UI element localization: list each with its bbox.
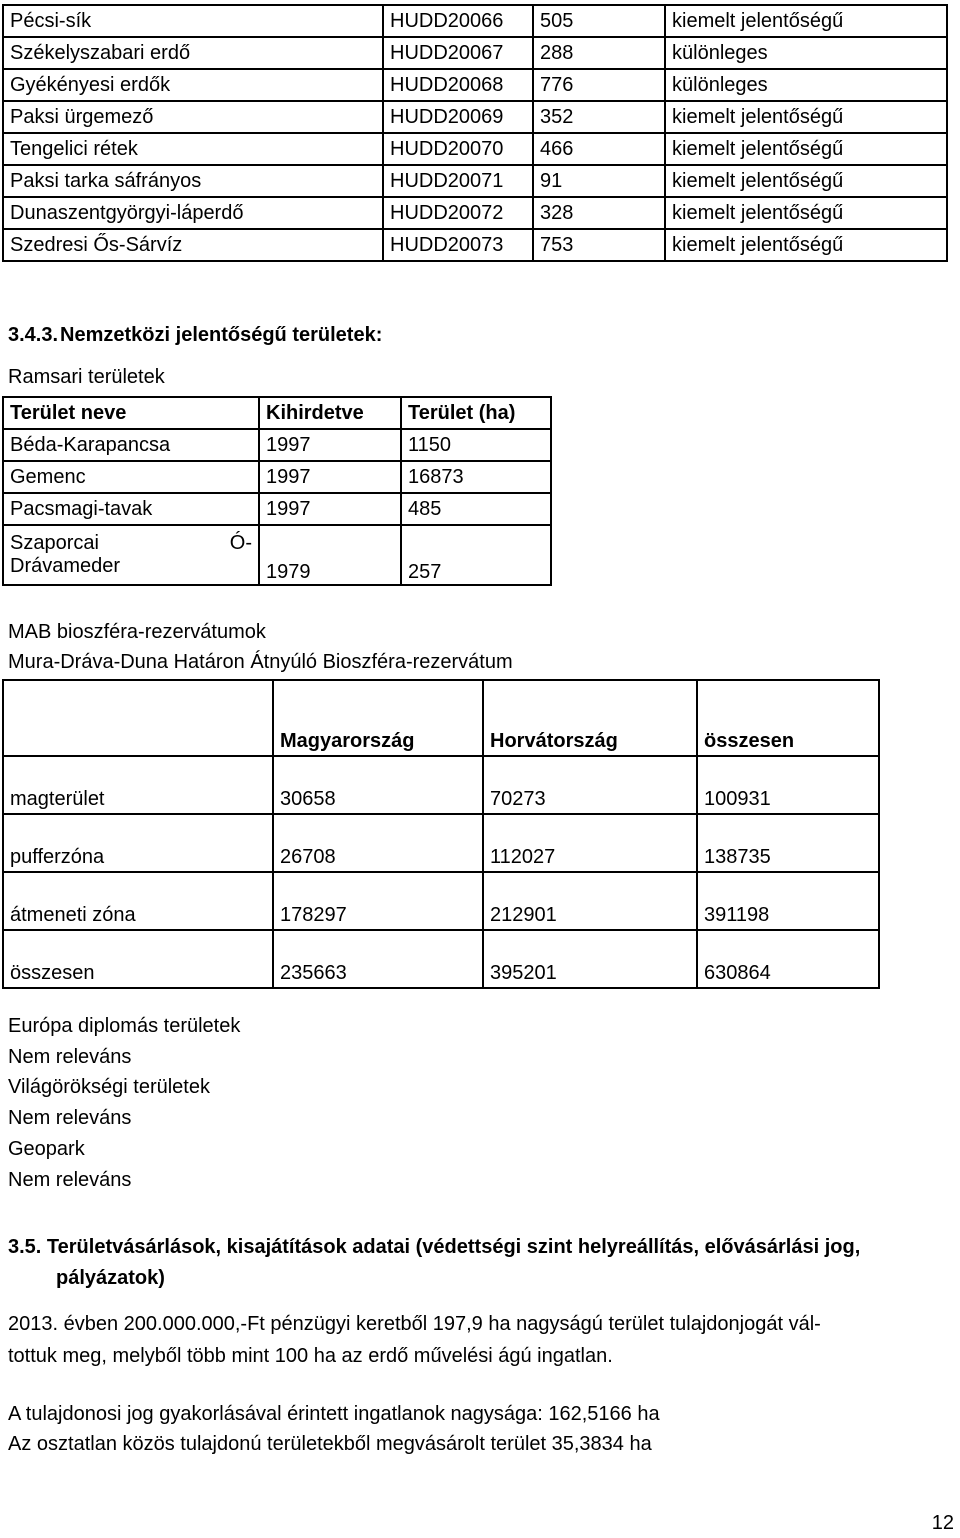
zone-name-cell: magterület [3,756,273,814]
table-row [3,165,947,197]
ramsar-area-cell: 485 [401,493,551,525]
table-row [3,101,947,133]
status-cell: kiemelt jelentőségű [665,197,947,229]
section-title-line1: Területvásárlások, kisajátítások adatai (védettségi szint helyreállítás, elővásárlási jog, [46,1236,861,1258]
ramsar-name-part: Szaporcai [10,532,99,554]
hungary-value-cell: 235663 [273,930,483,988]
ramsar-year-cell: 1997 [259,493,401,525]
site-code-cell: HUDD20070 [383,133,533,165]
ramsar-name-cell [3,525,259,585]
area-ha-cell: 466 [533,133,665,165]
zone-name-cell: átmeneti zóna [3,872,273,930]
ramsar-area-cell: 16873 [401,461,551,493]
site-code-cell: HUDD20072 [383,197,533,229]
ramsar-year-cell: 1997 [259,429,401,461]
status-cell: kiemelt jelentőségű [665,229,947,261]
site-code-cell: HUDD20066 [383,5,533,37]
protected-areas-table [2,4,948,262]
table-header-row [3,397,551,429]
other-line: Világörökségi területek [8,1076,210,1098]
table-row [3,930,879,988]
status-cell: kiemelt jelentőségű [665,5,947,37]
area-ha-cell: 288 [533,37,665,69]
status-cell: különleges [665,69,947,101]
other-line: Nem releváns [8,1169,132,1191]
croatia-value-cell: 70273 [483,756,697,814]
mab-header-cell: Horvátország [483,680,697,756]
site-code-cell: HUDD20073 [383,229,533,261]
other-line: Európa diplomás területek [8,1015,241,1037]
table-header-row [3,680,879,756]
site-code-cell: HUDD20068 [383,69,533,101]
mab-header-cell: Magyarország [273,680,483,756]
croatia-value-cell: 212901 [483,872,697,930]
zone-name-cell: pufferzóna [3,814,273,872]
purchased-area-line: Az osztatlan közös tulajdonú területekből megvásárolt terület 35,3834 ha [8,1433,652,1455]
section-heading-343 [8,324,382,347]
protected-areas-table-body [3,5,947,261]
area-ha-cell: 328 [533,197,665,229]
area-ha-cell: 352 [533,101,665,133]
section-number: 3.5. [8,1236,42,1258]
table-row [3,461,551,493]
page-number: 12 [931,1512,954,1534]
ramsar-area-cell: 257 [401,525,551,585]
site-code-cell: HUDD20067 [383,37,533,69]
other-line: Nem releváns [8,1046,132,1068]
ramsar-area-cell: 1150 [401,429,551,461]
area-ha-cell: 91 [533,165,665,197]
table-row [3,37,947,69]
mab-label: MAB bioszféra-rezervátumok [8,621,266,643]
ramsar-table-body [3,397,551,585]
zone-name-cell: összesen [3,930,273,988]
hungary-value-cell: 30658 [273,756,483,814]
status-cell: kiemelt jelentőségű [665,101,947,133]
ramsar-header-cell: Kihirdetve [259,397,401,429]
mab-subtitle: Mura-Dráva-Duna Határon Átnyúló Bioszféra-rezervátum [8,651,513,673]
ramsar-header-cell: Terület neve [3,397,259,429]
mab-header-cell: összesen [697,680,879,756]
ramsar-name-part: Drávameder [10,555,121,577]
ramsar-name-part: Ó- [229,532,252,554]
area-ha-cell: 776 [533,69,665,101]
area-ha-cell: 505 [533,5,665,37]
area-name-cell: Pécsi-sík [3,5,383,37]
table-row [3,756,879,814]
paragraph-line: tottuk meg, melyből több mint 100 ha az erdő művelési ágú ingatlan. [8,1345,613,1367]
mab-header-cell [3,680,273,756]
table-row [3,69,947,101]
ramsar-year-cell: 1997 [259,461,401,493]
area-name-cell: Székelyszabari erdő [3,37,383,69]
ramsar-label: Ramsari területek [8,366,165,388]
ramsar-name-cell: Gemenc [3,461,259,493]
table-row [3,229,947,261]
section-heading-35 [8,1236,956,1259]
site-code-cell: HUDD20069 [383,101,533,133]
table-row [3,814,879,872]
total-value-cell: 138735 [697,814,879,872]
other-line: Nem releváns [8,1107,132,1129]
table-row [3,429,551,461]
section-title-line2: pályázatok) [56,1267,165,1289]
area-name-cell: Paksi tarka sáfrányos [3,165,383,197]
ramsar-name-cell: Béda-Karapancsa [3,429,259,461]
hungary-value-cell: 178297 [273,872,483,930]
other-line: Geopark [8,1138,85,1160]
table-row [3,197,947,229]
table-row [3,5,947,37]
ramsar-header-cell: Terület (ha) [401,397,551,429]
section-title: Nemzetközi jelentőségű területek: [60,324,383,346]
status-cell: kiemelt jelentőségű [665,165,947,197]
status-cell: különleges [665,37,947,69]
paragraph-line: 2013. évben 200.000.000,-Ft pénzügyi keretből 197,9 ha nagyságú terület tulajdonjogát vál- [8,1313,821,1335]
table-row [3,872,879,930]
croatia-value-cell: 112027 [483,814,697,872]
total-value-cell: 100931 [697,756,879,814]
section-number: 3.4.3. [8,324,59,346]
total-value-cell: 391198 [697,872,879,930]
mab-table-body [3,680,879,988]
total-value-cell: 630864 [697,930,879,988]
mab-table [2,679,880,989]
site-code-cell: HUDD20071 [383,165,533,197]
holding-size-line: A tulajdonosi jog gyakorlásával érintett ingatlanok nagysága: 162,5166 ha [8,1403,660,1425]
area-name-cell: Gyékényesi erdők [3,69,383,101]
hungary-value-cell: 26708 [273,814,483,872]
area-name-cell: Paksi ürgemező [3,101,383,133]
ramsar-year-cell: 1979 [259,525,401,585]
croatia-value-cell: 395201 [483,930,697,988]
table-row [3,525,551,585]
table-row [3,133,947,165]
area-ha-cell: 753 [533,229,665,261]
area-name-cell: Dunaszentgyörgyi-láperdő [3,197,383,229]
ramsar-name-cell: Pacsmagi-tavak [3,493,259,525]
status-cell: kiemelt jelentőségű [665,133,947,165]
area-name-cell: Szedresi Ős-Sárvíz [3,229,383,261]
area-name-cell: Tengelici rétek [3,133,383,165]
ramsar-table [2,396,552,586]
table-row [3,493,551,525]
